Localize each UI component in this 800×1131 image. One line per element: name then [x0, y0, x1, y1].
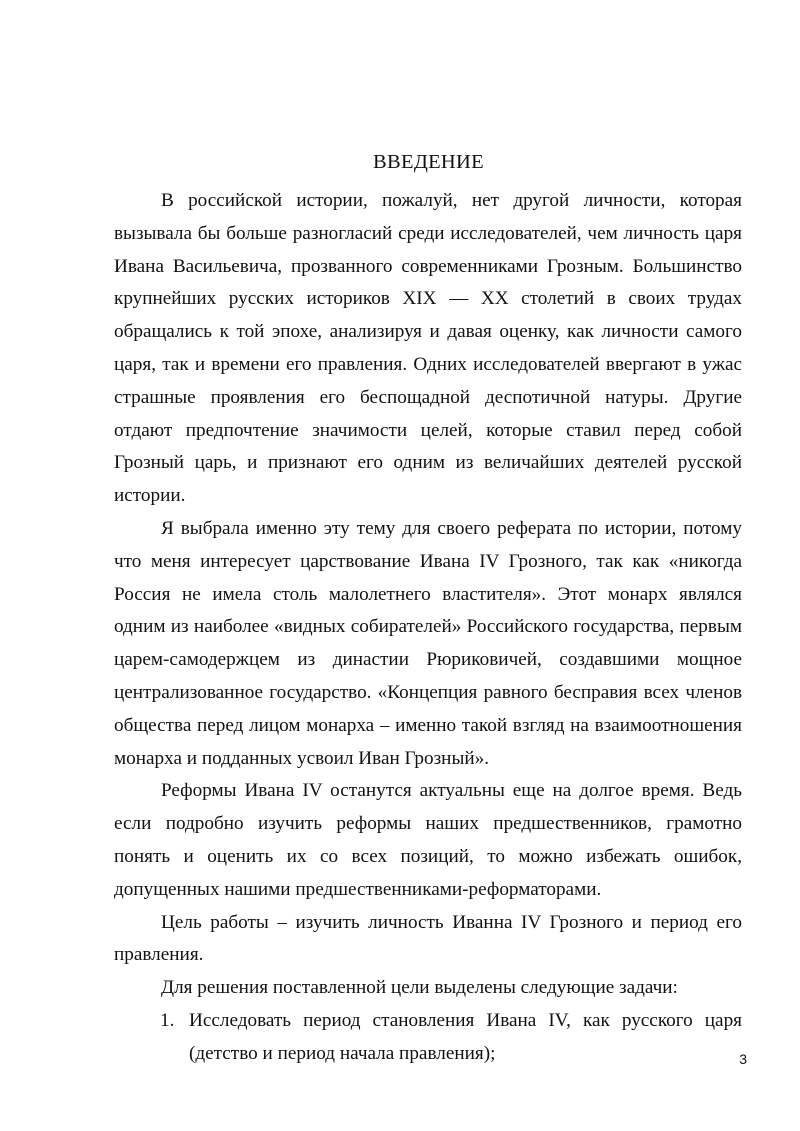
- task-list: [114, 1005, 742, 1071]
- list-item: [160, 1005, 742, 1071]
- paragraph-intro: В российской истории, пожалуй, нет другой личности, которая вызывала бы больше разногласий среди исследователей, чем личность царя Ивана Васильевича, прозванного современниками Грозным. Большинство крупнейших русских историков XIX — XX столетий в своих трудах обращались к той эпохе, анализируя и давая оценку, как личности самого царя, так и времени его правления. Одних исследователей ввергают в ужас страшные проявления его беспощадной деспотичной натуры. Другие отдают предпочтение значимости целей, которые ставил перед собой Грозный царь, и признают его одним из величайших деятелей русской истории.: [114, 190, 742, 507]
- paragraph-reforms: Реформы Ивана IV останутся актуальны еще на долгое время. Ведь если подробно изучить реформы наших предшественников, грамотно понять и оценить их со всех позиций, то можно избежать ошибок, допущенных нашими предшественниками-реформаторами.: [114, 780, 742, 900]
- paragraph-tasks-intro: Для решения поставленной цели выделены следующие задачи:: [161, 977, 678, 999]
- list-item-number: 1.: [160, 1009, 175, 1031]
- page-title: ВВЕДЕНИЕ: [373, 151, 484, 173]
- paragraph-goal: Цель работы – изучить личность Иванна IV Грозного и период его правления.: [114, 911, 742, 966]
- list-item-text: Исследовать период становления Ивана IV, как русского царя (детство и период начала правления);: [189, 1009, 742, 1064]
- paragraph-topic-choice: Я выбрала именно эту тему для своего реферата по истории, потому что меня интересует царствование Ивана IV Грозного, так как «никогда Россия не имела столь малолетнего властителя». Этот монарх являлся одним из наиболее «видных собирателей» Российского государства, первым царем-самодержцем из династии Рюриковичей, создавшими мощное централизованное государство. «Концепция равного бесправия всех членов общества перед лицом монарха – именно такой взгляд на взаимоотношения монарха и подданных усвоил Иван Грозный».: [114, 517, 742, 769]
- document-body: [114, 185, 742, 1071]
- page-number: 3: [739, 1051, 747, 1067]
